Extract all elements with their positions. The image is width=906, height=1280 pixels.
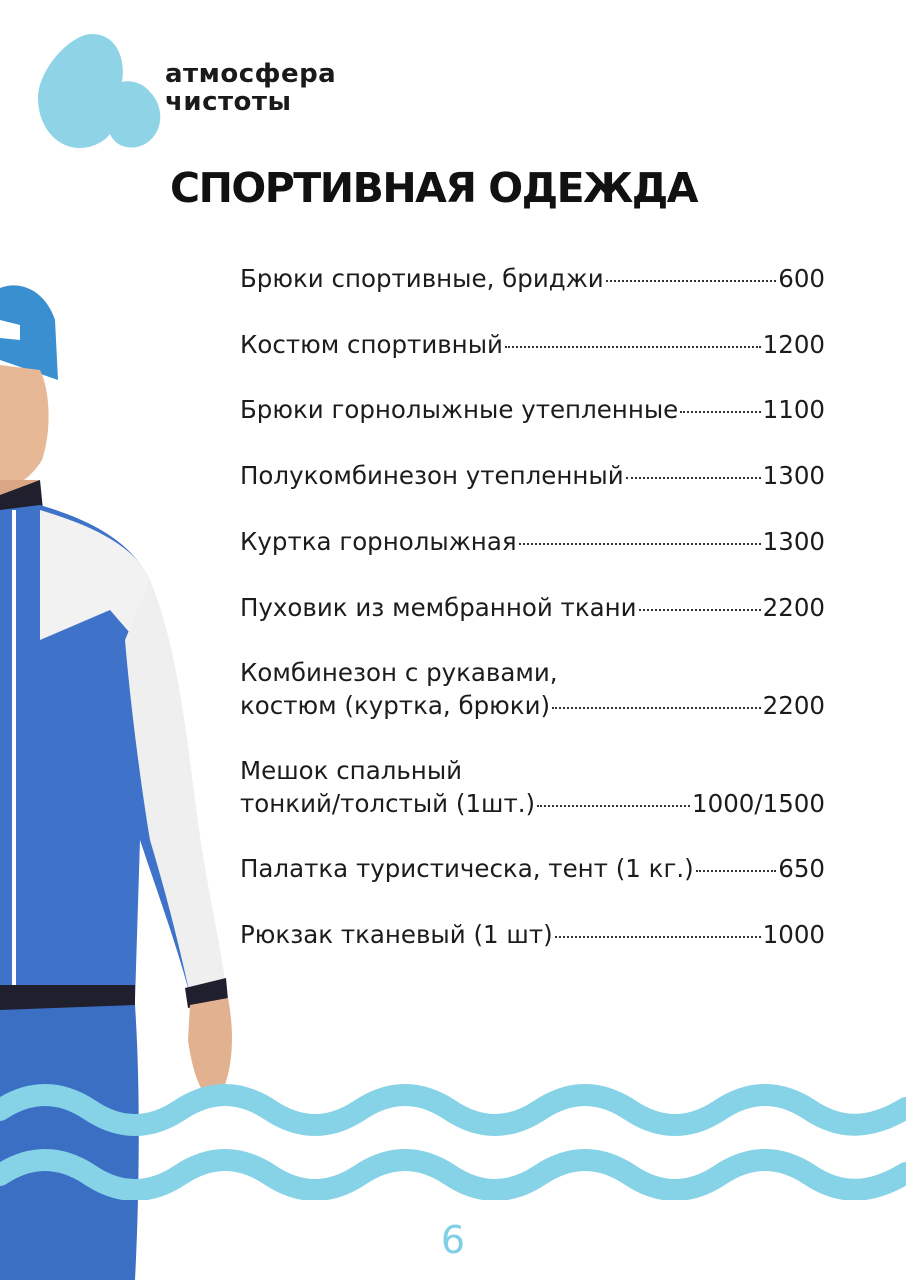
price-item	[240, 754, 825, 820]
item-price: 1100	[762, 395, 825, 424]
brand-logo-icon	[30, 30, 170, 155]
dot-leader	[555, 936, 761, 938]
item-price: 1200	[762, 330, 825, 359]
item-name: Костюм спортивный	[240, 330, 503, 359]
dot-leader	[537, 805, 690, 807]
price-item	[240, 525, 825, 558]
price-item	[240, 328, 825, 361]
item-price: 1000/1500	[692, 789, 825, 818]
price-item	[240, 852, 825, 885]
dot-leader	[505, 346, 761, 348]
item-name: Куртка горнолыжная	[240, 527, 517, 556]
page-title: СПОРТИВНАЯ ОДЕЖДА	[170, 164, 698, 212]
price-item	[240, 591, 825, 624]
dot-leader	[626, 477, 761, 479]
dot-leader	[680, 411, 760, 413]
brand-name-line1: атмосфера	[165, 59, 337, 89]
item-name: тонкий/толстый (1шт.)	[240, 789, 536, 818]
item-name: Пуховик из мембранной ткани	[240, 593, 637, 622]
decorative-waves	[0, 1080, 906, 1200]
item-name: костюм (куртка, брюки)	[240, 691, 551, 720]
item-name: Брюки горнолыжные утепленные	[240, 395, 679, 424]
item-price: 2200	[762, 593, 825, 622]
dot-leader	[606, 280, 777, 282]
dot-leader	[639, 609, 761, 611]
dot-leader	[696, 870, 777, 872]
item-name: Палатка туристическа, тент (1 кг.)	[240, 854, 694, 883]
item-name: Рюкзак тканевый (1 шт)	[240, 920, 553, 949]
item-price: 2200	[762, 691, 825, 720]
price-item	[240, 918, 825, 951]
item-price: 600	[778, 264, 825, 293]
item-name: Полукомбинезон утепленный	[240, 461, 624, 490]
dot-leader	[519, 543, 761, 545]
page-number: 6	[440, 1218, 466, 1262]
item-price: 1300	[762, 461, 825, 490]
item-price: 1300	[762, 527, 825, 556]
item-price: 650	[778, 854, 825, 883]
item-name: Брюки спортивные, бриджи	[240, 264, 604, 293]
brand-name	[165, 60, 336, 116]
item-name-line1: Мешок спальный	[240, 756, 463, 785]
item-price: 1000	[762, 920, 825, 949]
dot-leader	[552, 707, 761, 709]
item-name-line1: Комбинезон с рукавами,	[240, 658, 558, 687]
price-item	[240, 459, 825, 492]
price-item	[240, 393, 825, 426]
price-item	[240, 656, 825, 722]
price-item	[240, 262, 825, 295]
brand-name-line2: чистоты	[165, 87, 292, 117]
